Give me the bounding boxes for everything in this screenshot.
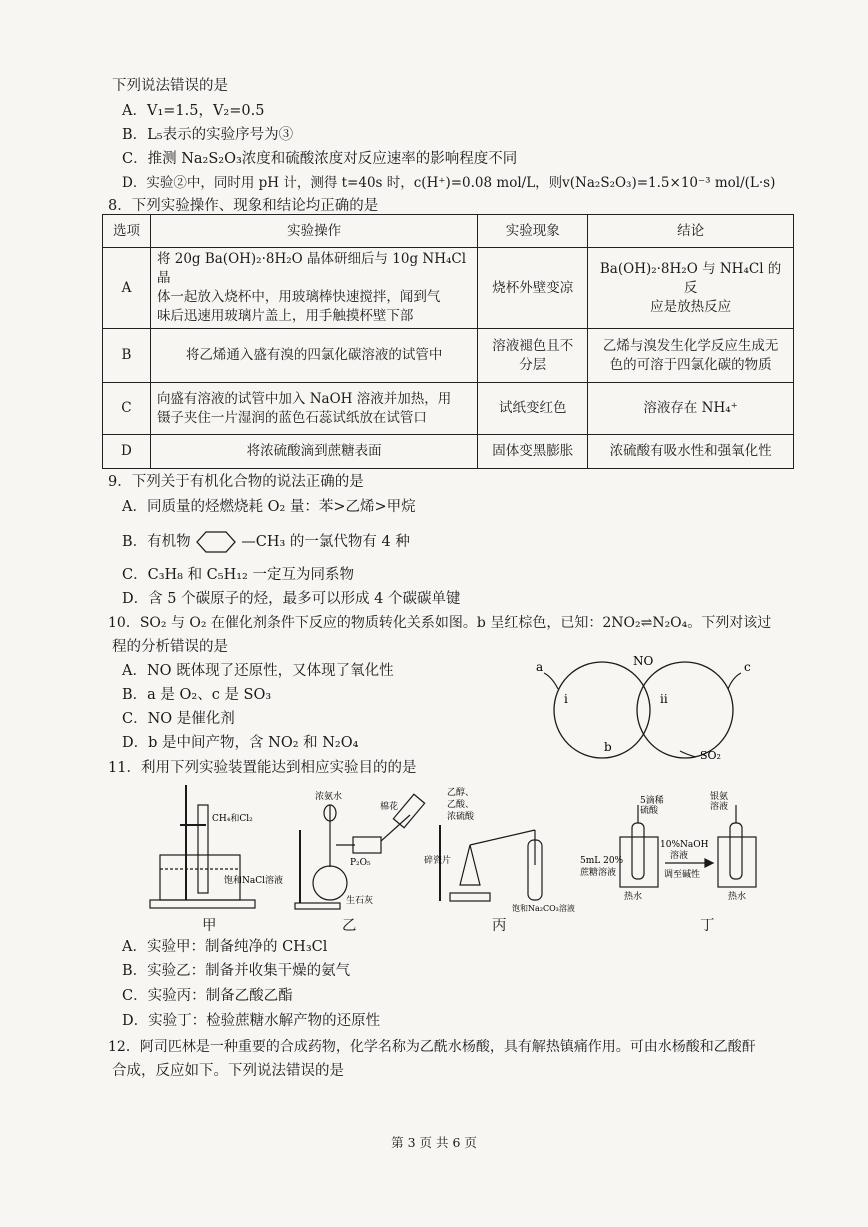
q11-option-d: D．实验丁：检验蔗糖水解产物的还原性 (122, 1013, 381, 1029)
q9-option-b (122, 530, 410, 554)
bing-label-5: 饱和Na₂CO₃溶液 (512, 904, 575, 913)
q11-option-a: A．实验甲：制备纯净的 CH₃Cl (122, 939, 328, 955)
apparatus-label-yi: 乙 (342, 918, 357, 934)
ph-line: 溶液褪色且不 (492, 337, 574, 354)
row-operation (150, 383, 477, 435)
row-operation (150, 435, 477, 469)
label-no: NO (633, 655, 654, 668)
row-operation (150, 329, 477, 383)
op-line: 体一起放入烧杯中，用玻璃棒快速搅拌，闻到气 (156, 289, 441, 305)
header-conclusion: 结论 (588, 215, 794, 248)
table-row (103, 329, 794, 383)
con-line: 乙烯与溴发生化学反应生成无 (602, 337, 779, 354)
apparatus-bing (440, 825, 542, 901)
bing-label-1: 乙醇、 (447, 788, 475, 798)
row-phenomenon (478, 435, 588, 469)
row-conclusion (588, 248, 794, 329)
ph-line: 烧杯外壁变凉 (492, 279, 574, 296)
row-conclusion (588, 329, 794, 383)
q9-option-d: D．含 5 个碳原子的烃，最多可以形成 4 个碳碳单键 (122, 591, 461, 607)
op-line: 将乙烯通入盛有溴的四氯化碳溶液的试管中 (185, 347, 443, 363)
table-row (103, 383, 794, 435)
ding-label-7: 调至碱性 (664, 870, 701, 880)
ding-label-9: 蔗糖溶液 (580, 868, 617, 878)
ding-label-2: 硫酸 (640, 806, 659, 816)
q7-option-a: A．V₁=1.5，V₂=0.5 (122, 103, 265, 119)
con-line: 应是放热反应 (650, 298, 732, 315)
op-line: 向盛有溶液的试管中加入 NaOH 溶液并加热，用 (156, 390, 452, 407)
q10-option-c: C．NO 是催化剂 (122, 711, 235, 727)
row-conclusion (588, 435, 794, 469)
q11-option-b: B．实验乙：制备并收集干燥的氨气 (122, 963, 351, 979)
ding-label-10: 热水 (624, 892, 643, 902)
ding-label-3: 银氨 (710, 792, 729, 802)
ding-label-5: 10%NaOH (660, 840, 709, 850)
op-line: 将 20g Ba(OH)₂·8H₂O 晶体研细后与 10g NH₄Cl 晶 (156, 251, 467, 286)
label-a: a (536, 660, 544, 674)
yi-label-2: 棉花 (380, 802, 399, 812)
jia-solution-label: 饱和NaCl溶液 (224, 876, 284, 886)
row-option: B (103, 329, 151, 383)
ding-label-1: 5滴稀 (640, 796, 664, 806)
q12-stem-2: 合成，反应如下。下列说法错误的是 (112, 1063, 344, 1079)
jia-gas-label: CH₄和Cl₂ (212, 814, 253, 824)
row-phenomenon (478, 383, 588, 435)
q9-option-c: C．C₃H₈ 和 C₅H₁₂ 一定互为同系物 (122, 567, 354, 583)
con-line: 浓硫酸有吸水性和强氧化性 (609, 443, 772, 459)
q8-table (102, 214, 794, 469)
page-footer: 第 3 页 共 6 页 (391, 1135, 477, 1150)
ding-label-8: 5mL 20% (580, 856, 624, 866)
apparatus-label-jia: 甲 (202, 918, 217, 934)
label-b: b (604, 740, 612, 754)
op-line: 味后迅速用玻璃片盖上，用手触摸杯壁下部 (156, 308, 414, 324)
apparatus-label-ding: 丁 (700, 918, 715, 934)
label-i: i (564, 692, 568, 706)
row-option: C (103, 383, 151, 435)
bing-label-4: 碎瓷片 (424, 856, 452, 866)
op-line: 将浓硫酸滴到蔗糖表面 (246, 443, 382, 459)
apparatus-jia (150, 785, 255, 908)
q12-stem-1: 12．阿司匹林是一种重要的合成药物，化学名称为乙酰水杨酸，具有解热镇痛作用。可由水杨酸和乙酸酐 (108, 1039, 756, 1055)
row-option: D (103, 435, 151, 469)
con-line: 色的可溶于四氯化碳的物质 (609, 356, 772, 373)
catalytic-cycle-diagram (530, 655, 760, 765)
con-line: Ba(OH)₂·8H₂O 与 NH₄Cl 的反 (599, 260, 782, 296)
q10-option-b: B．a 是 O₂、c 是 SO₃ (122, 687, 272, 703)
table-row (103, 248, 794, 329)
q9-option-a: A．同质量的烃燃烧耗 O₂ 量：苯>乙烯>甲烷 (122, 499, 416, 515)
yi-label-3: P₂O₅ (350, 858, 371, 868)
ding-label-11: 热水 (728, 892, 747, 902)
ding-label-6: 溶液 (670, 851, 689, 861)
header-option: 选项 (103, 215, 151, 248)
q7-option-c: C．推测 Na₂S₂O₃浓度和硫酸浓度对反应速率的影响程度不同 (122, 151, 518, 167)
header-operation: 实验操作 (150, 215, 477, 248)
yi-label-4: 生石灰 (346, 896, 374, 906)
cyclohexane-ring-icon (195, 530, 241, 554)
row-phenomenon (478, 329, 588, 383)
op-line: 镊子夹住一片湿润的蓝色石蕊试纸放在试管口 (156, 409, 427, 426)
q9-option-b-suffix: —CH₃ 的一氯代物有 4 种 (241, 534, 410, 550)
q10-option-d: D．b 是中间产物，含 NO₂ 和 N₂O₄ (122, 735, 359, 751)
row-conclusion (588, 383, 794, 435)
q10-stem-1: 10．SO₂ 与 O₂ 在催化剂条件下反应的物质转化关系如图。b 呈红棕色，已知：2NO₂⇌N₂O₄。下列对该过 (108, 615, 772, 631)
row-phenomenon (478, 248, 588, 329)
q7-option-d: D．实验②中，同时用 pH 计，测得 t=40s 时，c(H⁺)=0.08 mol/L，则v(Na₂S₂O₃)=1.5×10⁻³ mol/(L·s) (122, 175, 776, 191)
q8-stem: 8．下列实验操作、现象和结论均正确的是 (108, 198, 379, 214)
ph-line: 固体变黑膨胀 (492, 443, 574, 459)
q7-option-b: B．L₅表示的实验序号为③ (122, 127, 294, 143)
q11-option-c: C．实验丙：制备乙酸乙酯 (122, 988, 293, 1004)
table-header-row (103, 215, 794, 248)
label-ii: ii (660, 692, 668, 706)
table-row (103, 435, 794, 469)
q9-stem: 9．下列关于有机化合物的说法正确的是 (108, 474, 364, 490)
yi-label-1: 浓氨水 (315, 792, 343, 802)
q7-stem: 下列说法错误的是 (112, 78, 228, 94)
ding-label-4: 溶液 (710, 802, 729, 812)
con-line: 溶液存在 NH₄⁺ (643, 400, 738, 416)
q11-stem: 11．利用下列实验装置能达到相应实验目的的是 (108, 760, 417, 776)
apparatus-label-bing: 丙 (492, 918, 507, 934)
bing-label-2: 乙酸、 (447, 800, 475, 810)
row-operation (150, 248, 477, 329)
ph-line: 试纸变红色 (499, 400, 567, 416)
q10-stem-2: 程的分析错误的是 (112, 639, 228, 655)
ph-line: 分层 (519, 356, 547, 373)
header-phenomenon: 实验现象 (478, 215, 588, 248)
apparatus-yi (295, 794, 425, 909)
q10-option-a: A．NO 既体现了还原性，又体现了氧化性 (122, 663, 394, 679)
label-c: c (744, 660, 751, 674)
apparatus-drawings (140, 785, 780, 930)
label-so2: SO₂ (700, 749, 721, 762)
bing-label-3: 浓硫酸 (447, 812, 475, 822)
row-option: A (103, 248, 151, 329)
q9-option-b-prefix: B．有机物 (122, 534, 191, 550)
